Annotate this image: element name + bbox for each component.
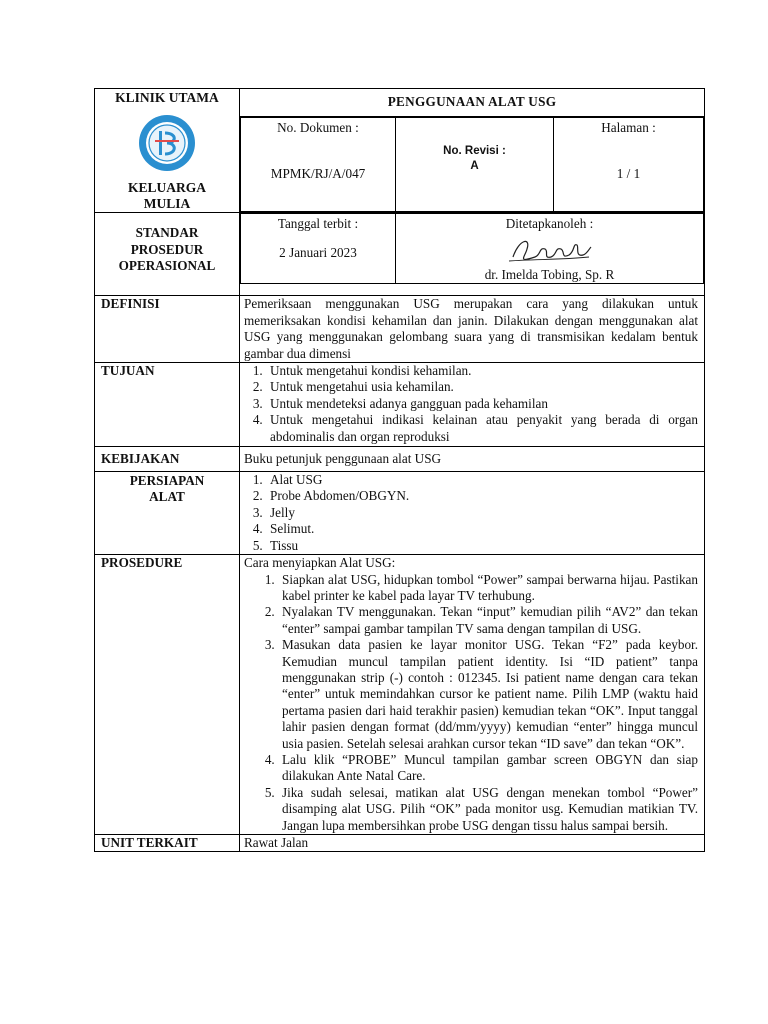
list-item: 5. Jika sudah selesai, matikan alat USG dengan menekan tombol “Power” disamping alat USG. Pilih “OK” pada monitor usg. Kemudian matikian TV. Jangan lupa membersihkan probe USG dengan tissu halus sampai bersih. [278,785,698,834]
signature [505,235,595,267]
prosedure-cell [240,555,705,835]
list-item: 2. Nyalakan TV menggunakan. Tekan “input” kemudian pilih “AV2” dan tekan “enter” sampai gambar tampilan TV sama dengan tampilan di USG. [278,604,698,637]
tujuan-cell [240,363,705,447]
list-item: 4. Selimut. [266,521,698,537]
list-item: 1. Untuk mengetahui kondisi kehamilan. [266,363,698,379]
list-item: 3. Untuk mendeteksi adanya gangguan pada kehamilan [266,396,698,412]
sop-label-1: STANDAR [135,225,199,241]
prosedure-label: PROSEDURE [95,555,240,835]
sop-label-3: OPERASIONAL [118,258,216,274]
issued-date: 2 Januari 2023 [279,244,357,260]
document-title: PENGGUNAAN ALAT USG [240,89,705,117]
list-item: 2. Untuk mengetahui usia kehamilan. [266,379,698,395]
document-meta-cell [240,116,705,213]
persiapan-label [95,472,240,555]
revision-value: A [470,159,479,172]
page-value: 1 / 1 [616,166,641,182]
persiapan-cell [240,472,705,555]
unit-label: UNIT TERKAIT [95,835,240,852]
issue-approval-cell [240,213,705,296]
persiapan-label-2: ALAT [149,489,185,505]
clinic-logo [137,113,197,173]
sop-table [94,88,705,852]
clinic-cell [95,89,240,213]
clinic-name-bottom-2: MULIA [143,196,191,212]
unit-text: Rawat Jalan [240,835,705,852]
revision-label: No. Revisi : [443,144,506,157]
kebijakan-text: Buku petunjuk penggunaan alat USG [240,447,705,472]
list-item: 3. Jelly [266,505,698,521]
definisi-text: Pemeriksaan menggunakan USG merupakan cara yang dilakukan untuk memeriksakan kondisi kehamilan dan janin. Dilakukan dengan menggunakan alat USG yang menggunakan gelombang suara yang di transmisikan kedalam bentuk gambar dua dimensi [240,296,705,363]
sop-document [94,88,704,852]
clinic-name-top: KLINIK UTAMA [115,90,219,105]
issued-label: Tanggal terbit : [277,216,359,232]
list-item: 1. Siapkan alat USG, hidupkan tombol “Power” sampai berwarna hijau. Pastikan kabel printer ke kabel pada layar TV terhubung. [278,572,698,605]
tujuan-label: TUJUAN [95,363,240,447]
list-item: 3. Masukan data pasien ke layar monitor USG. Tekan “F2” pada keybor. Kemudian muncul tampilan patient identity. Isi “ID patient” tanpa menggunakan strip (-) contoh : 012345. Isi patient name dengan cara tekan “enter” untuk memindahkan cursor ke patient name. Pilih LMP (waktu haid pertama pasien dari haid terakhir pasien) kemudian tekan “OK”. Input tanggal lahir pasien dengan format (dd/mm/yyyy) kemudian “enter” hingga muncul usia pasien. Setelah selesai arahkan cursor tekan “ID save” dan tekan “OK”. [278,637,698,752]
prosedure-intro: Cara menyiapkan Alat USG: [244,555,396,571]
approver-name: dr. Imelda Tobing, Sp. R [484,266,615,282]
persiapan-label-1: PERSIAPAN [129,473,205,489]
list-item: 1. Alat USG [266,472,698,488]
sop-label-cell [95,213,240,296]
doc-number-label: No. Dokumen : [277,119,359,135]
approved-label: Ditetapkanoleh : [505,216,594,232]
list-item: 4. Lalu klik “PROBE” Muncul tampilan gambar screen OBGYN dan siap dilakukan Ante Natal Care. [278,752,698,785]
page-label: Halaman : [601,119,656,135]
sop-label-2: PROSEDUR [130,241,204,257]
doc-number-value: MPMK/RJ/A/047 [270,166,366,182]
definisi-label: DEFINISI [95,296,240,363]
kebijakan-label: KEBIJAKAN [95,447,240,472]
list-item: 5. Tissu [266,538,698,554]
list-item: 4. Untuk mengetahui indikasi kelainan atau penyakit yang berada di organ abdominalis dan organ reproduksi [266,412,698,445]
clinic-name-bottom-1: KELUARGA [127,180,206,196]
list-item: 2. Probe Abdomen/OBGYN. [266,488,698,504]
